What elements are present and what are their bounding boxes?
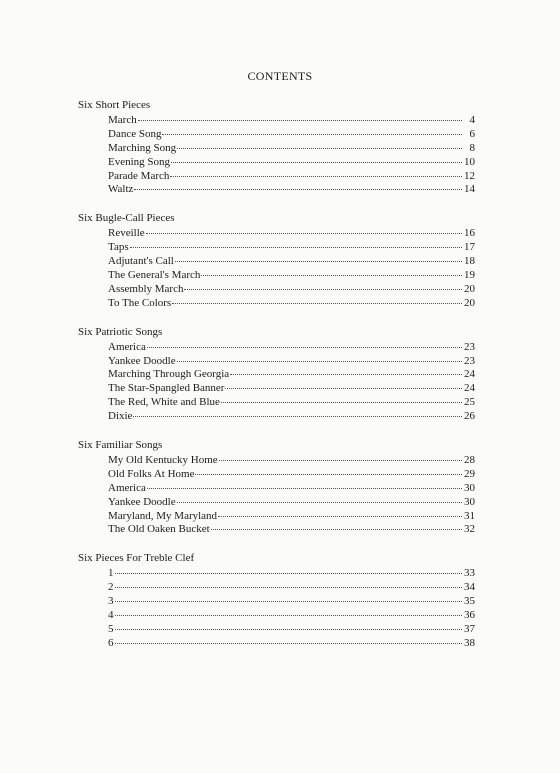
entry-page-number: 19	[464, 269, 475, 282]
toc-entry	[108, 142, 475, 156]
toc-entry	[108, 595, 475, 609]
entry-page-number: 17	[464, 241, 475, 254]
toc-entry	[108, 523, 475, 537]
entry-page-number: 38	[464, 636, 475, 649]
entry-title: March	[108, 114, 137, 126]
toc-entry	[108, 128, 475, 142]
toc-entry	[108, 114, 475, 128]
entry-page-number: 23	[464, 340, 475, 353]
entry-title: Dixie	[108, 410, 133, 423]
entry-page-number: 32	[464, 523, 475, 536]
dot-leader	[115, 629, 463, 630]
toc-section	[78, 211, 475, 310]
entry-title: 2	[108, 581, 114, 594]
toc-entry	[108, 496, 475, 510]
entry-title: Old Folks At Home	[108, 467, 195, 480]
toc-entry	[108, 368, 475, 382]
entry-page-number: 30	[464, 481, 475, 494]
entry-title: Maryland, My Maryland	[108, 509, 218, 522]
page-title: CONTENTS	[247, 69, 313, 83]
entry-title: Yankee Doodle	[108, 354, 176, 367]
toc-entry	[108, 255, 475, 269]
dot-leader	[147, 347, 462, 348]
dot-leader	[130, 247, 462, 248]
dot-leader	[147, 488, 462, 489]
toc-section	[78, 325, 475, 424]
entry-title: Reveille	[108, 227, 145, 240]
toc-section	[78, 438, 475, 537]
dot-leader	[219, 460, 462, 461]
dot-leader	[162, 134, 462, 135]
entry-title: Marching Song	[108, 141, 177, 154]
toc-section	[78, 551, 475, 650]
dot-leader	[177, 361, 462, 362]
entry-title: Taps	[108, 241, 129, 254]
toc-entry	[108, 637, 475, 651]
toc-entry	[108, 468, 475, 482]
entry-page-number: 31	[464, 509, 475, 522]
entry-title: Evening Song	[108, 155, 171, 168]
toc-entry	[108, 341, 475, 355]
toc-entry	[108, 581, 475, 595]
entry-page-number: 34	[464, 581, 475, 594]
dot-leader	[115, 601, 463, 602]
entry-title: 3	[108, 595, 114, 608]
entry-title: My Old Kentucky Home	[108, 454, 218, 467]
entry-page-number: 35	[464, 595, 475, 608]
entry-title: 4	[108, 609, 114, 622]
toc-entry	[108, 609, 475, 623]
toc-entry	[108, 567, 475, 581]
entry-title: Waltz	[108, 183, 134, 196]
toc-entry	[108, 396, 475, 410]
toc-entry	[108, 283, 475, 297]
dot-leader	[115, 587, 463, 588]
dot-leader	[170, 176, 462, 177]
entry-page-number: 20	[464, 296, 475, 309]
entry-title: The Star-Spangled Banner	[108, 382, 225, 395]
entry-title: Dance Song	[108, 127, 162, 140]
entry-title: Yankee Doodle	[108, 495, 176, 508]
toc-entry	[108, 410, 475, 424]
dot-leader	[115, 573, 463, 574]
entry-page-number: 10	[464, 155, 475, 168]
dot-leader	[146, 233, 462, 234]
table-of-contents	[78, 98, 475, 665]
entry-title: Assembly March	[108, 282, 184, 295]
entry-title: 5	[108, 622, 114, 635]
section-title: Six Bugle-Call Pieces	[78, 212, 175, 225]
dot-leader	[172, 303, 462, 304]
section-title: Six Pieces For Treble Clef	[78, 552, 195, 565]
entry-page-number: 24	[464, 368, 475, 381]
entry-page-number: 33	[464, 567, 475, 580]
entry-title: Adjutant's Call	[108, 255, 174, 268]
dot-leader	[115, 643, 463, 644]
entry-page-number: 37	[464, 622, 475, 635]
entry-title: 6	[108, 636, 114, 649]
toc-entry	[108, 623, 475, 637]
dot-leader	[171, 162, 462, 163]
entry-title: The Old Oaken Bucket	[108, 523, 210, 536]
toc-entry	[108, 183, 475, 197]
dot-leader	[211, 529, 462, 530]
entry-page-number: 36	[464, 609, 475, 622]
section-title: Six Short Pieces	[78, 99, 151, 111]
entry-title: The General's March	[108, 269, 201, 282]
entry-page-number: 6	[469, 127, 475, 140]
entry-title: Marching Through Georgia	[108, 368, 230, 381]
section-title: Six Patriotic Songs	[78, 325, 163, 338]
entry-title: The Red, White and Blue	[108, 396, 220, 409]
dot-leader	[201, 275, 462, 276]
entry-page-number: 8	[469, 141, 475, 154]
entry-page-number: 14	[464, 183, 475, 196]
dot-leader	[138, 120, 462, 121]
toc-entry	[108, 355, 475, 369]
toc-entry	[108, 269, 475, 283]
dot-leader	[177, 148, 462, 149]
entry-page-number: 23	[464, 354, 475, 367]
toc-entry	[108, 156, 475, 170]
dot-leader	[175, 261, 462, 262]
toc-entry	[108, 227, 475, 241]
dot-leader	[115, 615, 463, 616]
toc-entry	[108, 170, 475, 184]
section-title: Six Familiar Songs	[78, 439, 163, 452]
entry-title: America	[108, 481, 146, 494]
dot-leader	[230, 374, 462, 375]
dot-leader	[218, 516, 462, 517]
dot-leader	[225, 388, 462, 389]
dot-leader	[133, 416, 462, 417]
entry-page-number: 25	[464, 396, 475, 409]
entry-page-number: 29	[464, 467, 475, 480]
toc-section	[78, 98, 475, 197]
toc-entry	[108, 297, 475, 311]
dot-leader	[221, 402, 462, 403]
dot-leader	[134, 189, 462, 190]
entry-page-number: 24	[464, 382, 475, 395]
dot-leader	[195, 474, 462, 475]
dot-leader	[184, 289, 462, 290]
toc-entry	[108, 510, 475, 524]
dot-leader	[177, 502, 462, 503]
toc-entry	[108, 454, 475, 468]
entry-page-number: 20	[464, 282, 475, 295]
entry-title: America	[108, 340, 146, 353]
entry-page-number: 26	[464, 410, 475, 423]
entry-page-number: 16	[464, 227, 475, 240]
toc-entry	[108, 241, 475, 255]
entry-title: 1	[108, 567, 114, 580]
entry-page-number: 12	[464, 169, 475, 182]
entry-page-number: 18	[464, 255, 475, 268]
entry-page-number: 4	[469, 114, 475, 126]
entry-title: Parade March	[108, 169, 170, 182]
entry-title: To The Colors	[108, 296, 172, 309]
toc-entry	[108, 482, 475, 496]
entry-page-number: 28	[464, 454, 475, 467]
toc-entry	[108, 382, 475, 396]
entry-page-number: 30	[464, 495, 475, 508]
